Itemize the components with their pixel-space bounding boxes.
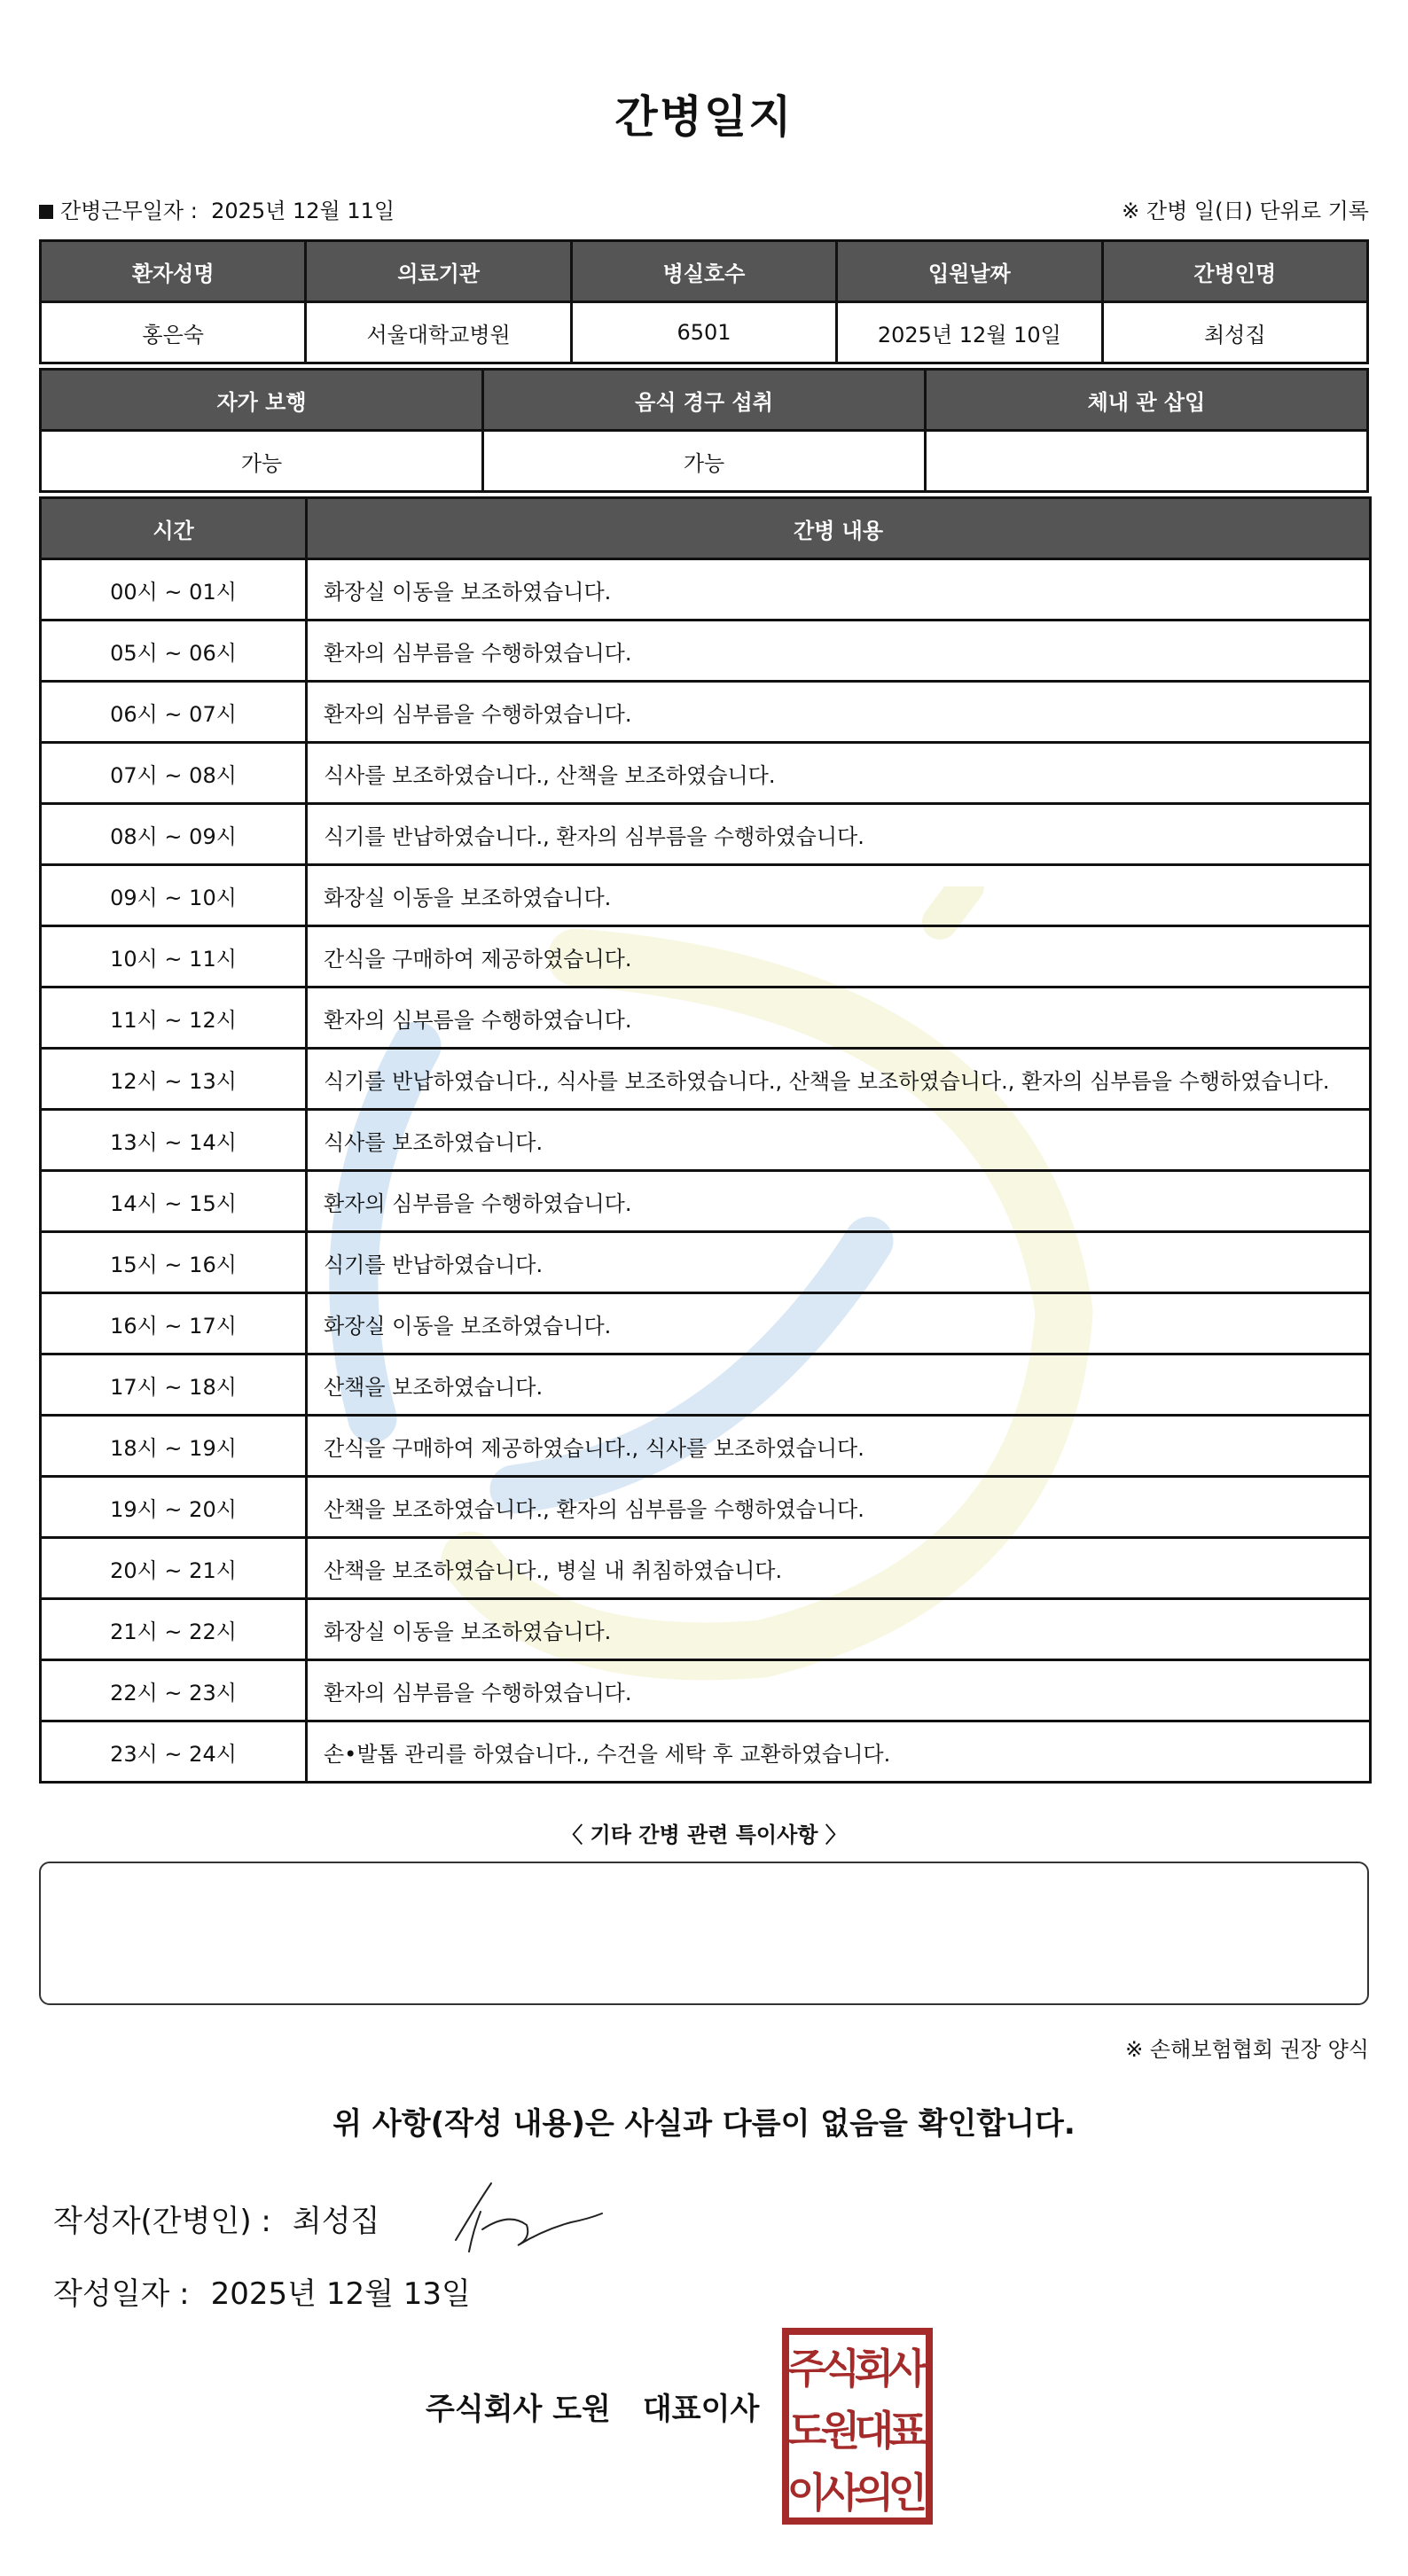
work-date-label: 간병근무일자 :: [60, 199, 198, 223]
table-row: [41, 1416, 1371, 1477]
log-content: 화장실 이동을 보조하였습니다.: [307, 865, 1371, 926]
log-content: 식기를 반납하였습니다., 식사를 보조하였습니다., 산책을 보조하였습니다., 환자의 심부름을 수행하였습니다.: [307, 1049, 1371, 1110]
svg-text:도: 도: [786, 2407, 827, 2455]
writer-name: 최성집: [292, 2204, 380, 2239]
square-bullet-icon: [39, 205, 53, 219]
log-time: 19시 ~ 20시: [41, 1477, 307, 1538]
svg-text:주: 주: [786, 2345, 827, 2393]
log-content: 환자의 심부름을 수행하였습니다.: [307, 987, 1371, 1049]
log-content: 화장실 이동을 보조하였습니다.: [307, 1293, 1371, 1354]
hospital-name: 서울대학교병원: [306, 302, 571, 363]
header-admission-date: 입원날짜: [837, 241, 1102, 302]
log-time: 08시 ~ 09시: [41, 804, 307, 865]
written-date-label: 작성일자 :: [53, 2276, 190, 2312]
writer-line: [53, 2197, 379, 2240]
table-row: [41, 1477, 1371, 1538]
header-time: 시간: [41, 498, 307, 559]
log-content: 환자의 심부름을 수행하였습니다.: [307, 682, 1371, 743]
svg-text:표: 표: [888, 2407, 928, 2455]
signature-image: [438, 2176, 615, 2256]
header-room: 병실호수: [571, 241, 836, 302]
table-row: [41, 1721, 1371, 1783]
patient-info-table: [39, 239, 1369, 364]
table-row: [41, 1171, 1371, 1232]
company-line: [426, 2385, 759, 2428]
log-time: 15시 ~ 16시: [41, 1232, 307, 1293]
log-time: 17시 ~ 18시: [41, 1354, 307, 1416]
log-time: 16시 ~ 17시: [41, 1293, 307, 1354]
table-row: [41, 1232, 1371, 1293]
room-number: 6501: [571, 302, 836, 363]
header-oral-intake: 음식 경구 섭취: [483, 370, 926, 431]
log-time: 06시 ~ 07시: [41, 682, 307, 743]
written-date-value: 2025년 12월 13일: [210, 2276, 471, 2312]
log-time: 14시 ~ 15시: [41, 1171, 307, 1232]
svg-text:사: 사: [888, 2345, 928, 2393]
log-content: 화장실 이동을 보조하였습니다.: [307, 559, 1371, 621]
log-time: 05시 ~ 06시: [41, 621, 307, 682]
log-content: 화장실 이동을 보조하였습니다.: [307, 1599, 1371, 1660]
table-row: [41, 1538, 1371, 1599]
header-caregiver: 간병인명: [1102, 241, 1367, 302]
table-row: [41, 987, 1371, 1049]
svg-text:회: 회: [854, 2345, 895, 2393]
log-time: 13시 ~ 14시: [41, 1110, 307, 1171]
writer-label: 작성자(간병인) :: [53, 2204, 271, 2239]
log-time: 21시 ~ 22시: [41, 1599, 307, 1660]
table-row: [41, 559, 1371, 621]
log-time: 07시 ~ 08시: [41, 743, 307, 804]
table-row: [41, 1049, 1371, 1110]
confirmation-statement: 위 사항(작성 내용)은 사실과 다름이 없음을 확인합니다.: [332, 2106, 1076, 2142]
svg-text:대: 대: [854, 2407, 895, 2455]
remarks-box: [39, 1862, 1369, 2005]
log-content: 환자의 심부름을 수행하였습니다.: [307, 621, 1371, 682]
table-row: [41, 302, 1368, 363]
header-care-content: 간병 내용: [307, 498, 1371, 559]
header-self-walking: 자가 보행: [41, 370, 483, 431]
self-walking-value: 가능: [41, 431, 483, 492]
meta-row: [39, 193, 1369, 229]
remarks-title: 〈 기타 간병 관련 특이사항 〉: [561, 1823, 847, 1847]
log-time: 00시 ~ 01시: [41, 559, 307, 621]
table-row: [41, 926, 1371, 987]
patient-name: 홍은숙: [41, 302, 306, 363]
form-source-note: ※ 손해보험협회 권장 양식: [1125, 2037, 1369, 2062]
ability-table: [39, 368, 1369, 493]
log-content: 간식을 구매하여 제공하였습니다.: [307, 926, 1371, 987]
log-content: 식기를 반납하였습니다., 환자의 심부름을 수행하였습니다.: [307, 804, 1371, 865]
header-tube-insertion: 체내 관 삽입: [926, 370, 1368, 431]
header-patient-name: 환자성명: [41, 241, 306, 302]
table-row: [41, 865, 1371, 926]
log-time: 10시 ~ 11시: [41, 926, 307, 987]
svg-text:의: 의: [854, 2469, 895, 2517]
record-unit-note: ※ 간병 일(日) 단위로 기록: [1122, 199, 1369, 223]
admission-date: 2025년 12월 10일: [837, 302, 1102, 363]
table-row: [41, 682, 1371, 743]
table-row: [41, 621, 1371, 682]
svg-text:인: 인: [888, 2469, 928, 2517]
log-content: 간식을 구매하여 제공하였습니다., 식사를 보조하였습니다.: [307, 1416, 1371, 1477]
log-time: 12시 ~ 13시: [41, 1049, 307, 1110]
log-content: 환자의 심부름을 수행하였습니다.: [307, 1171, 1371, 1232]
table-header-row: [41, 370, 1368, 431]
log-content: 산책을 보조하였습니다.: [307, 1354, 1371, 1416]
log-time: 22시 ~ 23시: [41, 1660, 307, 1721]
log-time: 20시 ~ 21시: [41, 1538, 307, 1599]
log-content: 식기를 반납하였습니다.: [307, 1232, 1371, 1293]
care-log-table: [39, 496, 1372, 1784]
care-log-body: [41, 559, 1371, 1783]
log-content: 산책을 보조하였습니다., 환자의 심부름을 수행하였습니다.: [307, 1477, 1371, 1538]
table-row: [41, 743, 1371, 804]
table-row: [41, 1110, 1371, 1171]
oral-intake-value: 가능: [483, 431, 926, 492]
work-date: [39, 193, 395, 224]
table-header-row: [41, 241, 1368, 302]
svg-text:사: 사: [820, 2469, 861, 2517]
header-hospital: 의료기관: [306, 241, 571, 302]
table-row: [41, 1599, 1371, 1660]
written-date-line: [53, 2269, 471, 2313]
tube-insertion-value: [926, 431, 1368, 492]
table-row: [41, 1354, 1371, 1416]
caregiver-name: 최성집: [1102, 302, 1367, 363]
svg-text:식: 식: [820, 2345, 861, 2393]
table-row: [41, 804, 1371, 865]
document-title: 간병일지: [614, 91, 794, 143]
company-name: 주식회사 도원: [426, 2392, 611, 2427]
ceo-title: 대표이사: [642, 2392, 760, 2427]
table-row: [41, 431, 1368, 492]
log-content: 손•발톱 관리를 하였습니다., 수건을 세탁 후 교환하였습니다.: [307, 1721, 1371, 1783]
log-time: 23시 ~ 24시: [41, 1721, 307, 1783]
log-content: 식사를 보조하였습니다.: [307, 1110, 1371, 1171]
log-time: 11시 ~ 12시: [41, 987, 307, 1049]
table-header-row: [41, 498, 1371, 559]
log-content: 환자의 심부름을 수행하였습니다.: [307, 1660, 1371, 1721]
svg-text:이: 이: [786, 2469, 827, 2517]
company-seal-stamp: [782, 2328, 933, 2525]
table-row: [41, 1293, 1371, 1354]
work-date-value: 2025년 12월 11일: [211, 199, 395, 223]
log-time: 09시 ~ 10시: [41, 865, 307, 926]
log-content: 식사를 보조하였습니다., 산책을 보조하였습니다.: [307, 743, 1371, 804]
log-content: 산책을 보조하였습니다., 병실 내 취침하였습니다.: [307, 1538, 1371, 1599]
table-row: [41, 1660, 1371, 1721]
log-time: 18시 ~ 19시: [41, 1416, 307, 1477]
svg-text:원: 원: [820, 2407, 861, 2455]
